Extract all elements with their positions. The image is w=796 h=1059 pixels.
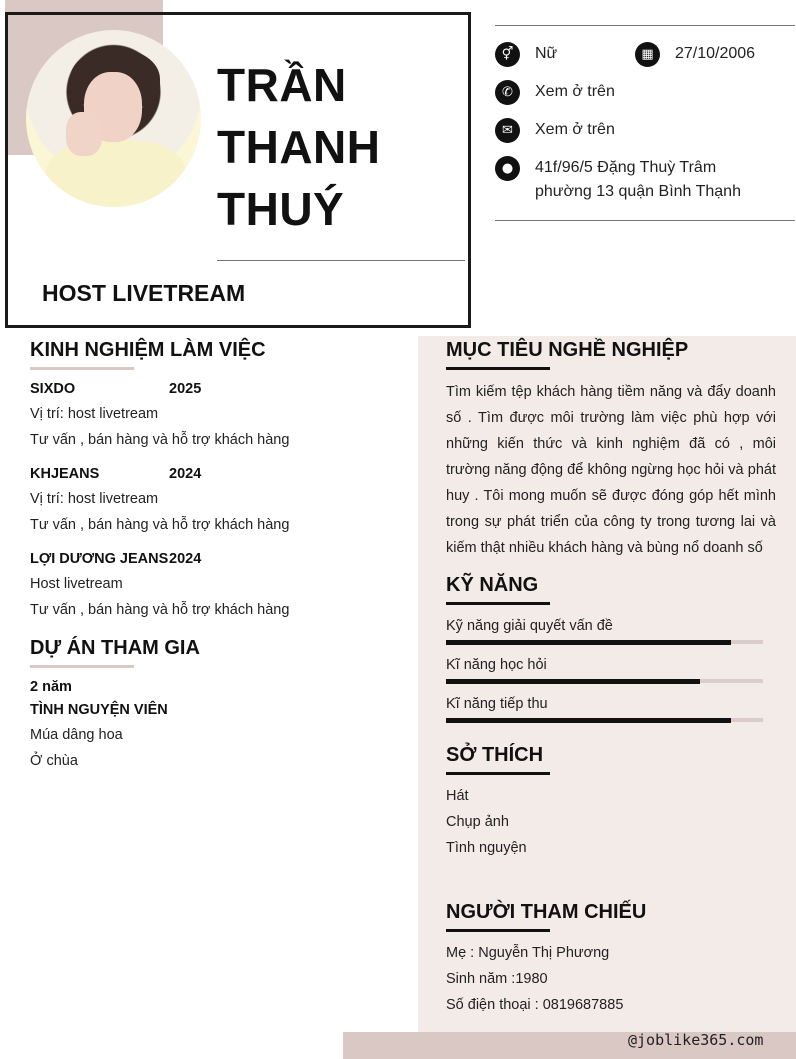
skills-title: KỸ NĂNG (446, 574, 539, 596)
hobbies-title-underline (446, 772, 550, 775)
contact-divider-bottom (495, 220, 795, 221)
experience-year: 2025 (169, 381, 202, 397)
full-name (217, 54, 457, 240)
profile-photo (26, 30, 201, 207)
experience-description: Tư vấn , bán hàng và hỗ trợ khách hàng (30, 432, 290, 448)
reference-line: Số điện thoại : 0819687885 (446, 997, 624, 1013)
experience-position: Vị trí: host livetream (30, 491, 159, 507)
goal-text: Tìm kiếm tệp khách hàng tiềm năng và đẩy doanh số . Tìm được môi trường làm việc phù hợp với những kiến thức và kinh nghiệm đã có , môi trường năng động để không ngừng học hỏi và phát huy . Tôi mong muốn sẽ được đóng góp hết mình trong sự phát triển của công ty trong tương lai và kiếm thật nhiều khách hàng và bùng nổ doanh số (446, 384, 776, 556)
phone-icon: ✆ (495, 80, 520, 105)
goal-title: MỤC TIÊU NGHỀ NGHIỆP (446, 339, 689, 361)
mail-icon: ✉ (495, 118, 520, 143)
address-line-1: 41f/96/5 Đặng Thuỳ Trâm (535, 159, 717, 176)
reference-line: Mẹ : Nguyễn Thị Phương (446, 945, 610, 961)
experience-company: KHJEANS (30, 466, 100, 482)
hobbies-title: SỞ THÍCH (446, 744, 544, 766)
skills-title-underline (446, 602, 550, 605)
reference-title-underline (446, 929, 550, 932)
skill-bar (446, 679, 763, 683)
skill-bar (446, 640, 763, 644)
experience-company: LỢI DƯƠNG JEANS (30, 551, 169, 567)
hobby-item: Chụp ảnh (446, 814, 509, 830)
skill-label: Kỹ năng giải quyết vấn đề (446, 618, 613, 634)
contact-divider-top (495, 25, 795, 26)
gender-icon: ⚥ (495, 42, 520, 67)
name-divider (217, 260, 465, 261)
project-line: Ở chùa (30, 753, 78, 769)
skill-label: Kĩ năng học hỏi (446, 657, 547, 673)
hobby-item: Hát (446, 788, 469, 804)
experience-position: Host livetream (30, 576, 123, 592)
goal-title-underline (446, 367, 550, 370)
experience-title-underline (30, 367, 134, 370)
calendar-icon: ▦ (635, 42, 660, 67)
address-line-2: phường 13 quận Bình Thạnh (535, 183, 741, 200)
experience-description: Tư vấn , bán hàng và hỗ trợ khách hàng (30, 602, 290, 618)
reference-title: NGƯỜI THAM CHIẾU (446, 901, 647, 923)
project-duration: 2 năm (30, 679, 72, 695)
location-icon: ● (495, 156, 520, 181)
skill-label: Kĩ năng tiếp thu (446, 696, 548, 712)
reference-line: Sinh năm :1980 (446, 971, 548, 987)
projects-title: DỰ ÁN THAM GIA (30, 637, 200, 659)
name-line: THANH (217, 121, 381, 173)
email-value: Xem ở trên (535, 121, 615, 138)
watermark: @joblike365.com (628, 1031, 764, 1049)
phone-value: Xem ở trên (535, 83, 615, 100)
experience-position: Vị trí: host livetream (30, 406, 159, 422)
birthdate-value: 27/10/2006 (675, 45, 756, 62)
experience-year: 2024 (169, 551, 202, 567)
experience-title: KINH NGHIỆM LÀM VIỆC (30, 339, 266, 361)
experience-year: 2024 (169, 466, 202, 482)
experience-description: Tư vấn , bán hàng và hỗ trợ khách hàng (30, 517, 290, 533)
name-line: TRẦN (217, 59, 347, 111)
project-line: Múa dâng hoa (30, 727, 123, 743)
skill-bar (446, 718, 763, 722)
name-line: THUÝ (217, 183, 345, 235)
project-name: TÌNH NGUYỆN VIÊN (30, 702, 168, 718)
experience-company: SIXDO (30, 381, 76, 397)
job-title: HOST LIVETREAM (42, 280, 246, 306)
gender-value: Nữ (535, 45, 558, 62)
projects-title-underline (30, 665, 134, 668)
hobby-item: Tình nguyện (446, 840, 527, 856)
